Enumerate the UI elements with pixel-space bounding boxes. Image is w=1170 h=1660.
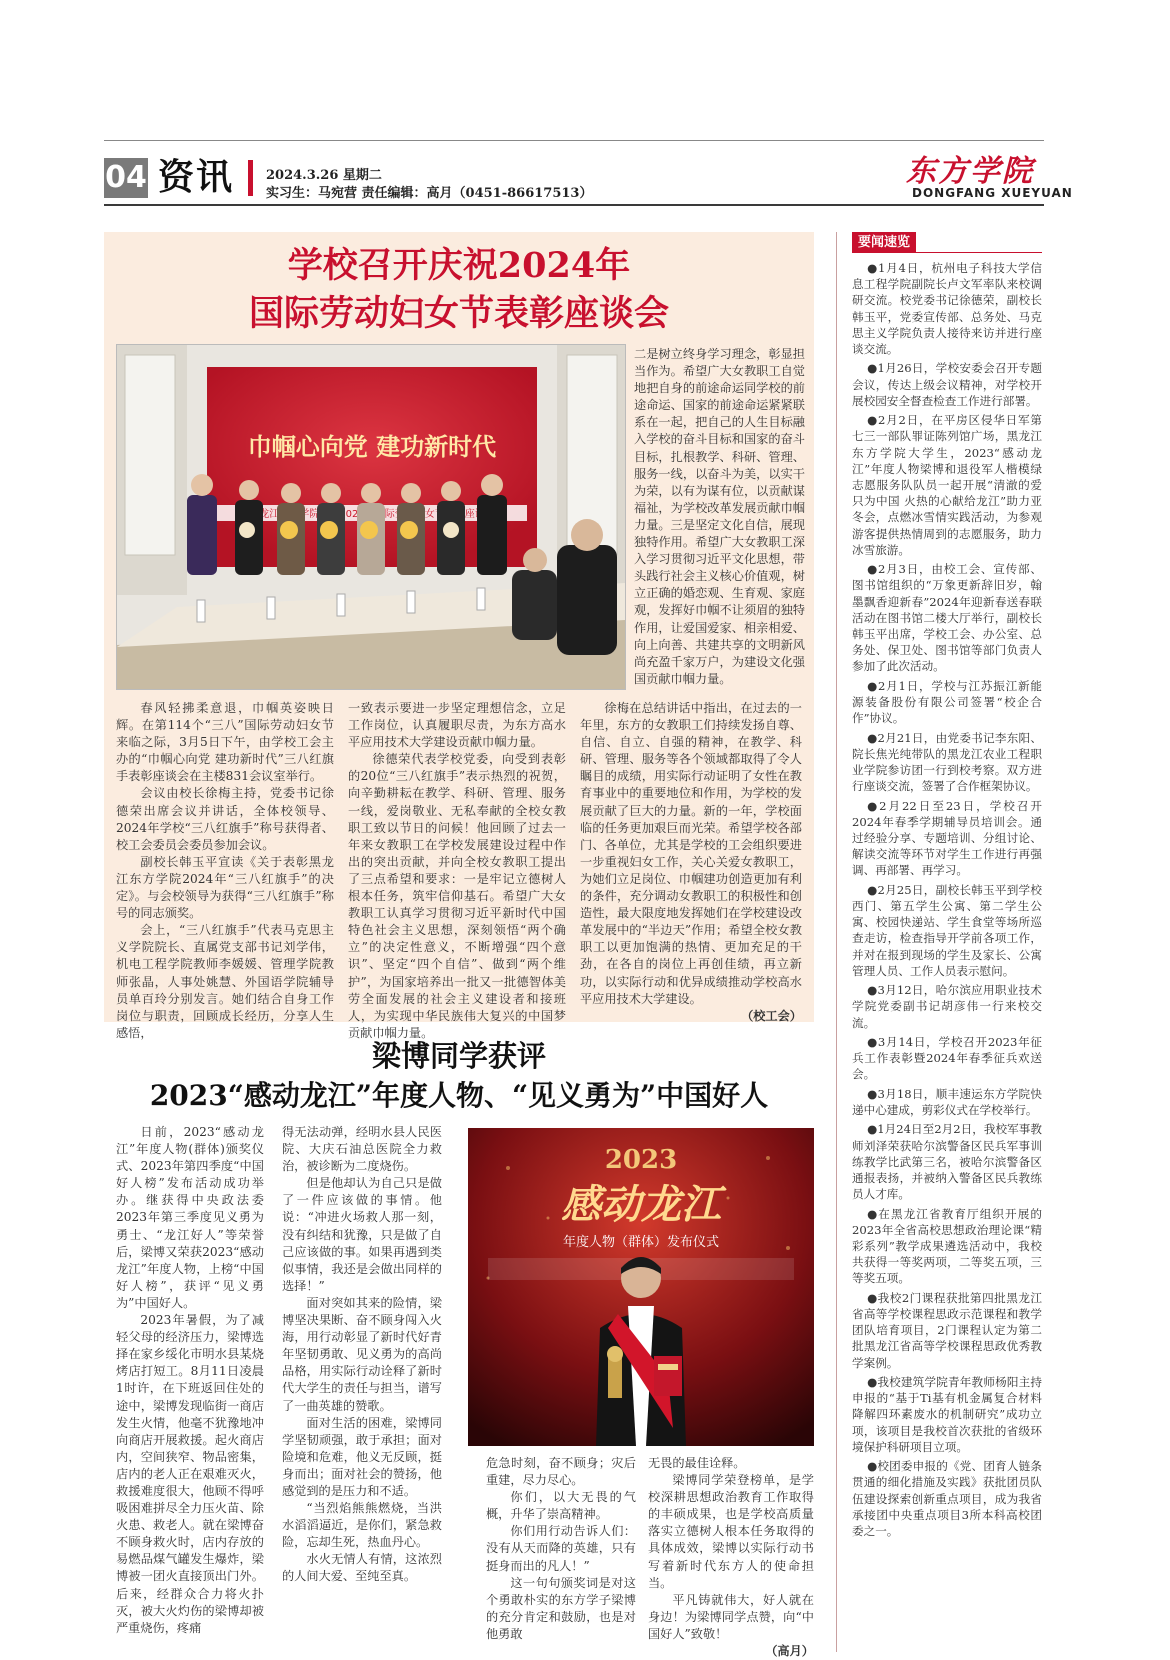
paragraph: 但是他却认为自己只是做了一件应该做的事情。他说：“冲进火场救人那一刻，没有纠结和犹豫，只是做了自己应该做的事。如果再遇到类似事情，我还是会做出同样的选择！”	[282, 1176, 442, 1293]
editor-credits: 实习生：马宛营 责任编辑：高月（0451-86617513）	[266, 186, 593, 201]
section-divider-bar	[248, 160, 253, 196]
news-brief-item: ●2月25日，副校长韩玉平到学校西门、第五学生公寓、第二学生公寓、校园快递站、学生食堂等场所巡查走访，检查指导开学前各项工作，并对在报到现场的学生及家长、公寓管理人员、工作人员表示慰问。	[852, 882, 1042, 978]
sidebar-label-rule	[852, 252, 1042, 253]
paragraph: 二是树立终身学习理念，彰显担当作为。希望广大女教职工自觉地把自身的前途命运同学校的前途命运、国家的前途命运紧紧联系在一起，把自己的人生目标融入学校的奋斗目标和国家的奋斗目标，扎根教学、科研、管理、服务一线，以奋斗为美，以实干为荣，以有为谋有位，以贡献谋福祉，为学校改革发展贡献巾帼力量。三是坚定文化自信，展现独特作用。希望广大女教职工深入学习贯彻习近平文化思想，带头践行社会主义核心价值观，树立正确的婚恋观、生育观、家庭观，发挥好巾帼不让须眉的独特作用，让爱国爱家、相亲相爱、向上向善、共建共享的文明新风尚充盈千家万户，为建设文化强国贡献巾帼力量。	[634, 347, 805, 686]
photo-banner-text: 巾帼心向党 建功新时代	[247, 432, 497, 461]
news-brief-item: ●2月2日，在平房区侵华日军第七三一部队罪证陈列馆广场，黑龙江东方学院大学生，2023“感动龙江”年度人物梁博和退役军人楷模绿志愿服务队队员一起开展“清澈的爱只为中国 火热的心献给龙江”助力亚冬会，点燃冰雪情实践活动，为参观游客提供热情周到的志愿服务，助力冰雪旅游。	[852, 413, 1042, 557]
page-number: 04	[104, 158, 148, 198]
paragraph: 平凡铸就伟大，好人就在身边！为梁博同学点赞，向“中国好人”致敬！	[648, 1592, 814, 1641]
photo-subtitle-text: 年度人物（群体）发布仪式	[562, 1235, 720, 1250]
paragraph: 面对突如其来的险情，梁博坚决果断、奋不顾身闯入火海，用行动彰显了新时代好青年坚韧勇敢、见义勇为的高尚品格，用实际行动诠释了新时代大学生的责任与担当，谱写了一曲英雄的赞歌。	[282, 1295, 442, 1413]
news-brief-item: ●3月12日，哈尔滨应用职业技术学院党委副书记胡彦伟一行来校交流。	[852, 983, 1042, 1030]
photo-year-text: 2023	[604, 1145, 678, 1175]
news-brief-item: ●3月14日，学校召开2023年征兵工作表彰暨2024年春季征兵欢送会。	[852, 1035, 1042, 1082]
news-brief-item: ●我校2门课程获批第四批黑龙江省高等学校课程思政示范课程和教学团队培育项目，2门课程认定为第二批黑龙江省高等学校课程思政优秀教学案例。	[852, 1290, 1042, 1370]
paragraph: “当烈焰熊熊燃烧，当洪水滔滔逼近，是你们，紧急救险，忘却生死，热血丹心。	[282, 1501, 442, 1550]
article-1-headline-line1: 学校召开庆祝2024年	[287, 245, 631, 286]
paragraph: 梁博同学荣登榜单，是学校深耕思想政治教育工作取得的丰硕成果，也是学校高质量落实立德树人根本任务取得的具体成效，梁博以实际行动书写着新时代东方人的使命担当。	[648, 1473, 814, 1590]
paragraph: 水火无情人有情，这浓烈的人间大爱、至纯至真。	[282, 1552, 442, 1584]
article-1-signature: （校工会）	[741, 1008, 802, 1023]
paragraph: 你们，以大无畏的气概，升华了崇高精神。	[486, 1490, 636, 1522]
article-2-column-4	[648, 1455, 814, 1660]
article-1-headline-line2: 国际劳动妇女节表彰座谈会	[248, 293, 669, 334]
article-2-headline-line1: 梁博同学获评	[371, 1039, 546, 1073]
news-brief-item: ●校团委申报的《党、团育人链条贯通的细化措施及实践》获批团员队伍建设探索创新重点项目，成为我省承接团中央重点项目3所本科高校团委之一。	[852, 1459, 1042, 1539]
article-2-headline-line2: 2023“感动龙江”年度人物、“见义勇为”中国好人	[149, 1079, 769, 1112]
paragraph: 危急时刻，奋不顾身；灾后重建，尽力尽心。	[486, 1456, 636, 1488]
paragraph: 得无法动弹，经明水县人民医院、大庆石油总医院全力救治，被诊断为二度烧伤。	[282, 1125, 442, 1174]
paragraph: 无畏的最佳诠释。	[648, 1456, 746, 1470]
paragraph: 你们用行动告诉人们：没有从天而降的英雄，只有挺身而出的凡人！”	[486, 1524, 636, 1573]
header-bottom-rule	[104, 204, 1044, 206]
masthead-logo: 东方学院	[906, 154, 1034, 189]
article-2-column-1	[116, 1124, 264, 1637]
masthead-logo-en: DONGFANG XUEYUAN	[912, 186, 1073, 200]
paragraph: 面对生活的困难，梁博同学坚韧顽强，敢于承担；面对险境和危难，他义无反顾，挺身而出；面对社会的赞扬，他感觉到的是压力和不适。	[282, 1415, 442, 1498]
news-brief-item: ●我校建筑学院青年教师杨阳主持申报的“基于Ti基有机金属复合材料降解四环素废水的机制研究”成功立项，该项目是我校首次获批的省级环境保护科研项目立项。	[852, 1375, 1042, 1454]
paragraph: 会上，“三八红旗手”代表马克思主义学院院长、直属党支部书记刘学伟，机电工程学院教师李媛媛、管理学院教师张晶，人事处姚慧、外国语学院辅导员单百玲分别发言。她们结合自身工作岗位与职责，回顾成长经历，分享人生感悟，	[116, 923, 334, 1040]
news-brief-item: ●2月22日至23日，学校召开2024年春季学期辅导员培训会。通过经验分享、专题培训、分组讨论、解读交流等环节对学生工作进行再强调、再部署、再学习。	[852, 798, 1042, 878]
news-brief-item: ●2月21日，由党委书记李东阳、院长焦光纯带队的黑龙江农业工程职业学院参访团一行到校考察。双方进行座谈交流，签署了合作框架协议。	[852, 730, 1042, 794]
news-brief-item: ●在黑龙江省教育厅组织开展的2023年全省高校思想政治理论课“精彩系列”教学成果遴选活动中，我校共获得一等奖两项，二等奖五项，三等奖五项。	[852, 1206, 1042, 1286]
article-1-right-column	[634, 346, 805, 688]
news-brief-item: ●2月1日，学校与江苏振江新能源装备股份有限公司签署“校企合作”协议。	[852, 678, 1042, 726]
news-brief-item: ●3月18日，顺丰速运东方学院快递中心建成，剪彩仪式在学校举行。	[852, 1086, 1042, 1118]
article-1-column-3	[580, 700, 802, 1025]
article-1-column-1	[116, 700, 334, 1042]
article-2-column-2	[282, 1124, 442, 1586]
paragraph: 会议由校长徐梅主持，党委书记徐德荣出席会议并讲话，全体校领导、2024年学校“三八红旗手”称号获得者、校工会委员会委员参加会议。	[116, 786, 334, 852]
paragraph: 日前，2023“感动龙江”年度人物(群体)颁奖仪式、2023年第四季度“中国好人榜”发布活动成功举办。继获得中央政法委2023年第三季度见义勇为勇士、“龙江好人”等荣誉后，梁博又荣获2023“感动龙江”年度人物，上榜“中国好人榜”，获评“见义勇为”中国好人。	[116, 1125, 264, 1310]
paragraph: 2023年暑假，为了减轻父母的经济压力，梁博选择在家乡绥化市明水县某烧烤店打短工。8月11日凌晨1时许，在下班返回住处的途中，梁博发现临街一商店发生火情，他毫不犹豫地冲向商店开展救援。起火商店内，空间狭窄、物品密集，店内的老人正在艰难灭火，救援难度很大，他顾不得呼吸困难拼尽全力压火苗、除火患、救老人。就在梁博奋不顾身救火时，店内存放的易燃品煤气罐发生爆炸，梁博被一团火直接顶出门外。后来，经群众合力将火扑灭，被大火灼伤的梁博却被严重烧伤，疼痛	[116, 1313, 264, 1635]
paragraph: 春风轻拂柔意退，巾帼英姿映日辉。在第114个“三八”国际劳动妇女节来临之际，3月5日下午，由学校工会主办的“巾帼心向党 建功新时代”三八红旗手表彰座谈会在主楼831会议室举行。	[116, 701, 334, 784]
sidebar-divider	[836, 232, 837, 1652]
news-brief-item: ●1月26日，学校安委会召开专题会议，传达上级会议精神，对学校开展校园安全督查检查工作进行部署。	[852, 361, 1042, 408]
photo-title-text: 感动龙江	[561, 1181, 721, 1228]
article-2-photo	[468, 1128, 814, 1446]
news-brief-list	[852, 260, 1042, 1542]
article-2-column-3	[486, 1455, 636, 1643]
paragraph: 徐德荣代表学校党委，向受到表彰的20位“三八红旗手”表示热烈的祝贺，向辛勤耕耘在教学、科研、管理、服务一线，爱岗敬业、无私奉献的全校女教职工致以节日的问候！他回顾了过去一年来女教职工在学校发展建设过程中作出的突出贡献，并向全校女教职工提出了三点希望和要求：一是牢记立德树人根本任务，筑牢信仰基石。希望广大女教职工认真学习贯彻习近平新时代中国特色社会主义思想，深刻领悟“两个确立”的决定性意义，不断增强“四个意识”、坚定“四个自信”、做到“两个维护”，为国家培养出一批又一批德智体美劳全面发展的社会主义建设者和接班人，为实现中华民族伟大复兴的中国梦贡献巾帼力量。	[348, 752, 566, 1040]
news-brief-item: ●2月3日，由校工会、宣传部、图书馆组织的“万象更新辞旧岁，翰墨飘香迎新春”2024年迎新春送春联活动在图书馆二楼大厅举行，副校长韩玉平出席，学校工会、办公室、总务处、保卫处、图书馆等部门负责人参加了此次活动。	[852, 562, 1042, 674]
article-2-signature: （高月）	[765, 1644, 814, 1659]
issue-date: 2024.3.26 星期二	[266, 168, 382, 183]
news-brief-item: ●1月4日，杭州电子科技大学信息工程学院副院长卢文军率队来校调研交流。校党委书记徐德荣，副校长韩玉平，党委宣传部、总务处、马克思主义学院负责人接待来访并进行座谈交流。	[852, 261, 1042, 357]
section-title: 资讯	[158, 156, 235, 198]
header-top-rule	[104, 140, 1044, 141]
paragraph: 副校长韩玉平宣读《关于表彰黑龙江东方学院2024年“三八红旗手”的决定》。与会校领导为获得“三八红旗手”称号的同志颁奖。	[116, 854, 334, 921]
news-brief-item: ●1月24日至2月2日，我校军事教师刘泽荣获哈尔滨警备区民兵军事训练教学比武第三名，被哈尔滨警备区通报表扬，并被纳入警备区民兵教练员人才库。	[852, 1122, 1042, 1202]
article-1-column-2	[348, 700, 566, 1042]
article-1-headline	[104, 242, 814, 338]
paragraph: 一致表示要进一步坚定理想信念，立足工作岗位，认真履职尽责，为东方高水平应用技术大学建设贡献巾帼力量。	[348, 701, 566, 750]
article-1-photo	[116, 344, 626, 690]
sidebar-label: 要闻速览	[852, 232, 916, 253]
paragraph: 这一句句颁奖词是对这个勇敢朴实的东方学子梁博的充分肯定和鼓励，也是对他勇敢	[486, 1575, 636, 1641]
paragraph: 徐梅在总结讲话中指出，在过去的一年里，东方的女教职工们持续发扬自尊、自信、自立、自强的精神，在教学、科研、管理、服务等各个领域都取得了令人瞩目的成绩，用实际行动证明了女性在教育事业中的重要地位和作用，为学校的发展贡献了巨大的力量。新的一年，学校面临的任务更加艰巨而光荣。希望学校各部门、各单位，尤其是学校的工会组织要进一步重视妇女工作，关心关爱女教职工，为她们立足岗位、巾帼建功创造更加有利的条件，充分调动女教职工的积极性和创造性，最大限度地发挥她们在学校建设改革发展中的“半边天”作用；希望全校女教职工以更加饱满的热情、更加充足的干劲，在各自的岗位上再创佳绩，再立新功，以实际行动和优异成绩推动学校高水平应用技术大学建设。	[580, 701, 802, 1006]
